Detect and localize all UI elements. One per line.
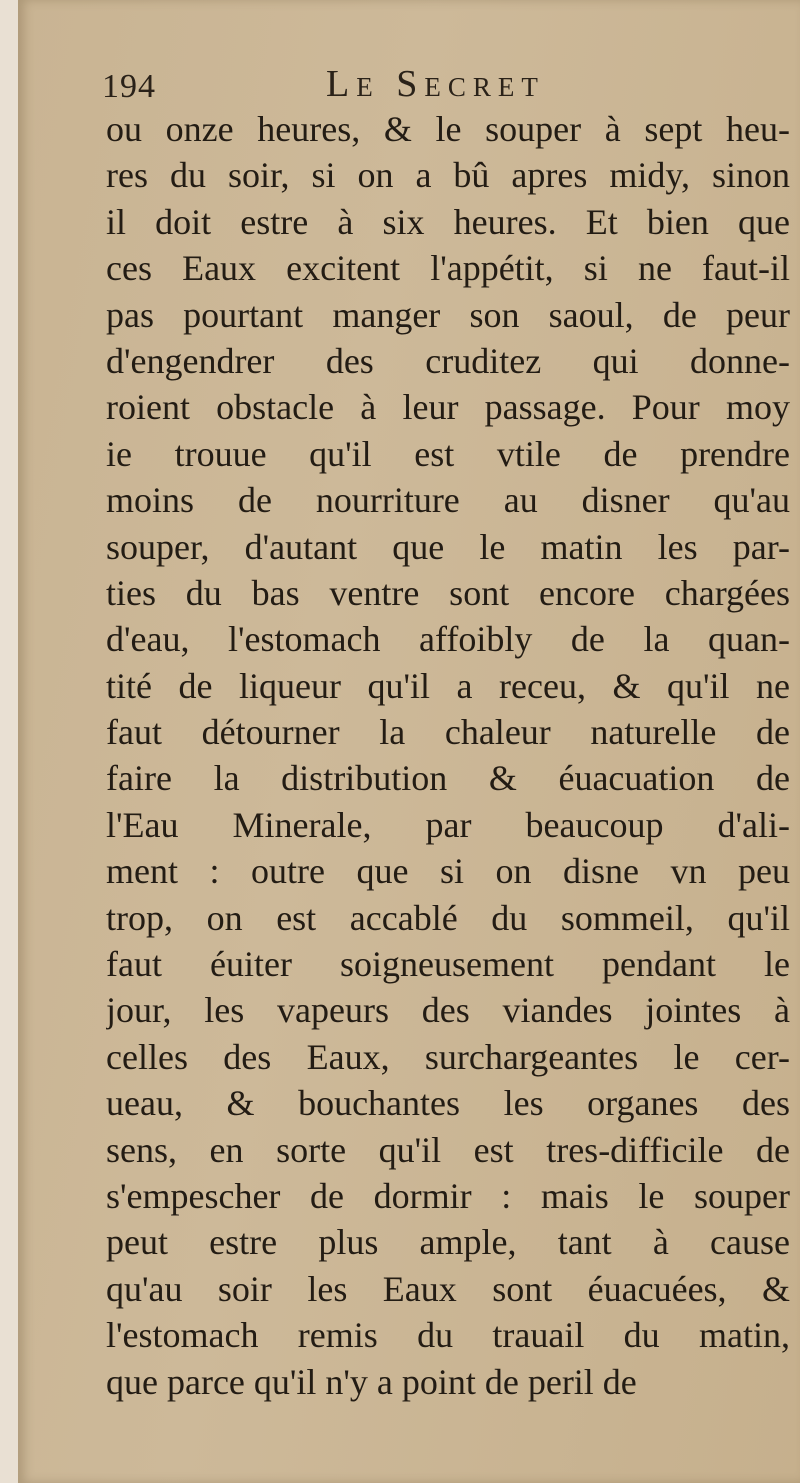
- text-line: trop, on est accablé du sommeil, qu'il: [106, 897, 790, 938]
- text-line: l'estomach remis du trauail du matin,: [106, 1315, 790, 1356]
- text-line: moins de nourriture au disner qu'au: [106, 480, 790, 521]
- text-line: roient obstacle à leur passage. Pour moy: [106, 387, 790, 428]
- text-line: d'eau, l'estomach affoibly de la quan-: [106, 619, 790, 660]
- text-line: ie trouue qu'il est vtile de prendre: [106, 433, 790, 474]
- text-line: tité de liqueur qu'il a receu, & qu'il ne: [106, 665, 790, 706]
- text-line: ou onze heures, & le souper à sept heu-: [106, 109, 790, 149]
- text-line: il doit estre à six heures. Et bien que: [106, 201, 790, 242]
- text-line: l'Eau Minerale, par beaucoup d'ali-: [106, 804, 790, 845]
- book-page: [18, 0, 800, 1483]
- text-line: qu'au soir les Eaux sont éuacuées, &: [106, 1268, 790, 1309]
- page-header: [102, 62, 682, 112]
- page-number: 194: [102, 68, 156, 105]
- text-line: d'engendrer des cruditez qui donne-: [106, 340, 790, 381]
- text-line: s'empescher de dormir : mais le souper: [106, 1175, 790, 1216]
- text-line: celles des Eaux, surchargeantes le cer-: [106, 1036, 790, 1077]
- text-line: souper, d'autant que le matin les par-: [106, 526, 790, 567]
- text-line: faire la distribution & éuacuation de: [106, 758, 790, 799]
- text-line: sens, en sorte qu'il est tres-difficile de: [106, 1129, 790, 1170]
- text-line: peut estre plus ample, tant à cause: [106, 1222, 790, 1263]
- text-line: ueau, & bouchantes les organes des: [106, 1083, 790, 1124]
- text-line: faut détourner la chaleur naturelle de: [106, 712, 790, 753]
- text-line: res du soir, si on a bû apres midy, sinon: [106, 155, 790, 196]
- running-head: Le Secret: [326, 63, 545, 105]
- text-line: ment : outre que si on disne vn peu: [106, 851, 790, 892]
- text-line: que parce qu'il n'y a point de peril de: [106, 1361, 637, 1402]
- text-line: jour, les vapeurs des viandes jointes à: [106, 990, 790, 1031]
- text-line: faut éuiter soigneusement pendant le: [106, 944, 790, 985]
- text-line: ces Eaux excitent l'appétit, si ne faut-il: [106, 248, 790, 289]
- text-line: pas pourtant manger son saoul, de peur: [106, 294, 790, 335]
- text-line: ties du bas ventre sont encore chargées: [106, 572, 790, 613]
- body-text: [106, 106, 790, 1405]
